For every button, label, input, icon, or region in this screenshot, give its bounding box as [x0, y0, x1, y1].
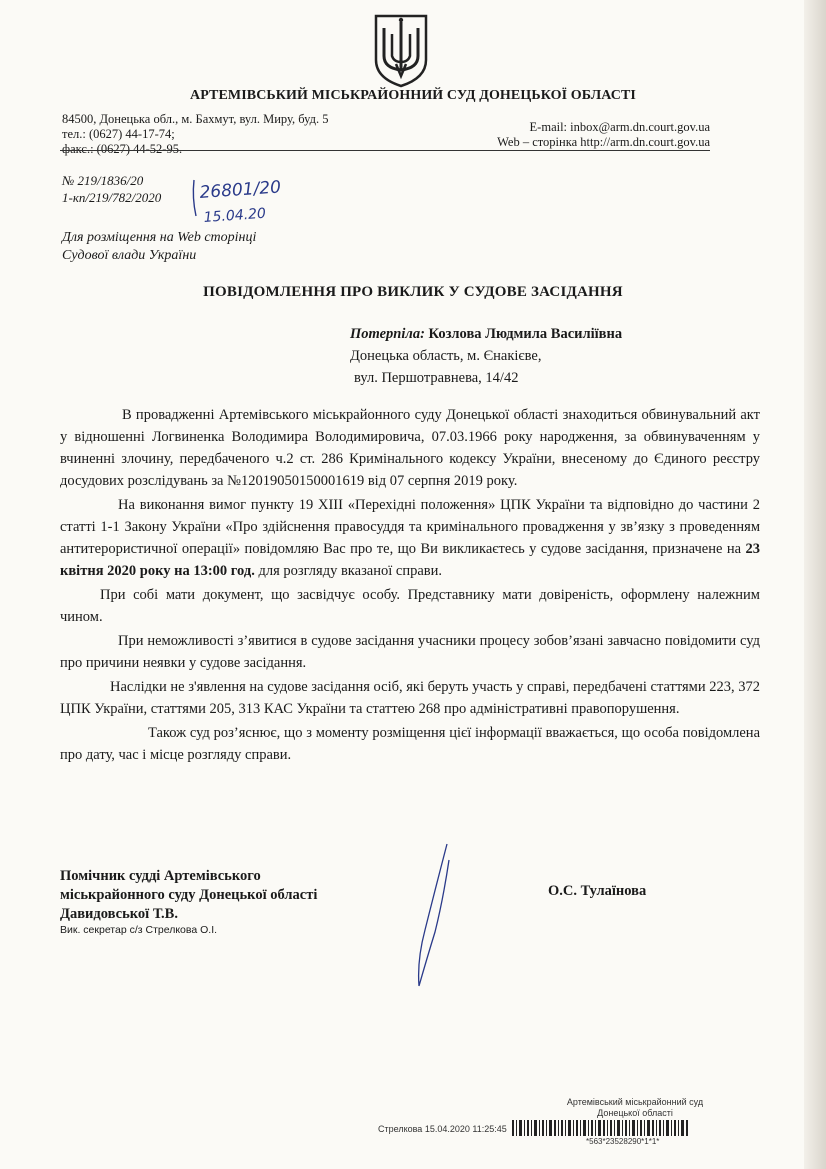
barcode-number: *563*23528290*1*1*	[586, 1137, 660, 1146]
assistant-judge-block	[60, 867, 317, 924]
victim-address-line1: Донецька область, м. Єнакієве,	[350, 348, 542, 364]
signature-line2: міськрайонного суду Донецької області	[60, 887, 318, 903]
hearing-date: 23 квітня 2020 року на 13:00 год.	[60, 541, 761, 579]
paragraph-summons	[60, 494, 760, 582]
coat-of-arms-icon	[372, 12, 430, 88]
court-name: АРТЕМІВСЬКИЙ МІСЬКРАЙОННИЙ СУД ДОНЕЦЬКОЇ ОБЛАСТІ	[190, 88, 636, 103]
handwritten-number: 26801/20	[198, 177, 282, 203]
victim-line	[350, 323, 622, 345]
footer-court-line1: Артемівський міськрайонний суд	[566, 1097, 704, 1107]
signature-line3: Давидовської Т.В.	[60, 906, 178, 922]
footer-court-line2: Донецької області	[597, 1108, 673, 1118]
paragraph-proceedings: В провадженні Артемівського міськрайонного суду Донецької області знаходиться обвинувальний акт у відношенні Логвиненка Володимира Володимировича, 07.03.1966 року народження, за обвинуваченням у вчиненні злочину, передбаченого ч.2 ст. 286 Кримінального кодексу України, внесеному до Єдиного реєстру досудових розслідувань за №12019050150001619 від 07 серпня 2019 року.	[60, 407, 760, 489]
registration-stamp: Стрелкова 15.04.2020 11:25:45	[378, 1124, 507, 1134]
handwritten-registration	[190, 176, 300, 228]
court-website: Web – сторінка http://arm.dn.court.gov.ua	[497, 135, 710, 149]
web-note-line2: Судової влади України	[62, 248, 197, 263]
victim-block	[350, 323, 622, 389]
court-contacts-right	[497, 120, 710, 150]
header-divider	[60, 150, 710, 151]
case-number: № 219/1836/20	[62, 173, 144, 188]
signer-name: О.С. Тулаїнова	[548, 883, 647, 899]
signature-line1: Помічник судді Артемівського	[60, 868, 261, 884]
victim-address-line2: вул. Першотравнева, 14/42	[354, 370, 519, 386]
court-fax: факс.: (0627) 44-52-95.	[62, 142, 183, 156]
summons-text: На виконання вимог пункту 19 XIII «Перехідні положення» ЦПК України та відповідно до частини 2 статті 1-1 Закону України «Про здійснення правосуддя та кримінального провадження у зв’язку з проведенням антитерористичної операції» повідомляю Вас про те, що Ви викликаєтесь у судове засідання, призначене на	[60, 497, 760, 557]
summons-text-end: для розгляду вказаної справи.	[258, 563, 443, 579]
web-note-line1: Для розміщення на Web сторінці	[62, 230, 257, 245]
victim-role: Потерпіла:	[350, 326, 425, 342]
court-address: 84500, Донецька обл., м. Бахмут, вул. Миру, буд. 5	[62, 112, 329, 126]
barcode-icon	[512, 1120, 688, 1136]
notice-body	[60, 404, 760, 766]
court-phone: тел.: (0627) 44-17-74;	[62, 127, 175, 141]
court-email: E-mail: inbox@arm.dn.court.gov.ua	[529, 120, 710, 134]
web-placement-note	[62, 229, 256, 265]
secretary-note: Вик. секретар с/з Стрелкова О.І.	[60, 924, 218, 936]
paragraph-absence: При неможливості з’явитися в судове засідання учасники процесу зобов’язані завчасно повідомити суд про причини неявки у судове засідання.	[60, 633, 760, 671]
paper-edge-shadow	[804, 0, 826, 1169]
case-references	[62, 172, 161, 206]
paragraph-documents: При собі мати документ, що засвідчує особу. Представнику мати довіреність, оформлену належним чином.	[60, 587, 760, 625]
footer-court-name	[520, 1097, 750, 1119]
proceeding-number: 1-кп/219/782/2020	[62, 190, 162, 205]
paragraph-consequences: Наслідки не з'явлення на судове засідання осіб, які беруть участь у справі, передбачені статтями 223, 372 ЦПК України, статтями 205, 313 КАС України та статтею 268 про адміністративні правопорушення.	[60, 679, 760, 717]
victim-name: Козлова Людмила Василіївна	[428, 326, 623, 342]
notice-title: ПОВІДОМЛЕННЯ ПРО ВИКЛИК У СУДОВЕ ЗАСІДАННЯ	[203, 284, 623, 300]
handwritten-date: 15.04.20	[203, 205, 267, 226]
paragraph-clarification: Також суд роз’яснює, що з моменту розміщення цієї інформації вважається, що особа повідомлена про дату, час і місце розгляду справи.	[60, 725, 760, 763]
handwritten-signature	[405, 840, 465, 990]
